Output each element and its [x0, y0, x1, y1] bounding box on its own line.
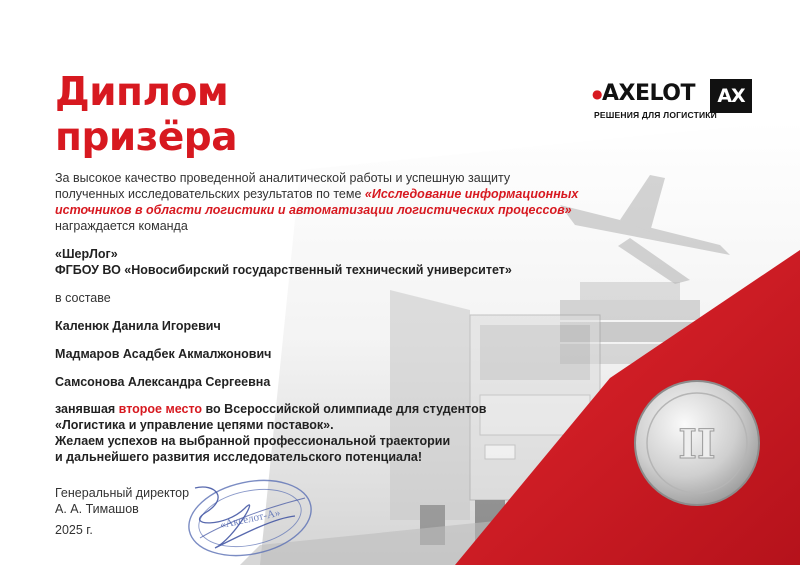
composition-label: в составе: [55, 291, 111, 305]
logo-tagline: РЕШЕНИЯ ДЛЯ ЛОГИСТИКИ: [594, 110, 717, 120]
topic-title-part-2: источников в области логистики и автоматизации логистических процессов»: [55, 203, 572, 217]
intro-line-2: [55, 186, 578, 202]
result-line-4: и дальнейшего развития исследовательского потенциала!: [55, 450, 423, 464]
silver-medal: [632, 378, 762, 508]
team-member: Самсонова Александра Сергеевна: [55, 375, 271, 389]
team-name: «ШерЛог»: [55, 247, 118, 261]
title-line-1: Диплом: [55, 70, 229, 115]
intro-line-4: награждается команда: [55, 219, 188, 233]
title-line-2: призёра: [55, 115, 238, 160]
team-member: Каленюк Данила Игоревич: [55, 319, 221, 333]
result-line-1-end: во Всероссийской олимпиаде для студентов: [202, 402, 487, 416]
logo-mark: AX: [710, 79, 752, 113]
intro-line-2-start: полученных исследовательских результатов по теме: [55, 187, 365, 201]
team-university: ФГБОУ ВО «Новосибирский государственный технический университет»: [55, 263, 512, 277]
result-line-2: «Логистика и управление цепями поставок».: [55, 418, 334, 432]
topic-title-part-1: «Исследование информационных: [364, 187, 579, 201]
signature-scribble: [175, 478, 315, 558]
signatory-name: А. А. Тимашов: [55, 502, 139, 516]
medal-numeral: II: [678, 421, 716, 468]
signatory-position: Генеральный директор: [55, 486, 190, 500]
result-line-3: Желаем успехов на выбранной профессиональной траектории: [55, 434, 451, 448]
intro-line-1: За высокое качество проведенной аналитической работы и успешную защиту: [55, 171, 511, 185]
logo-dot-icon: ●: [592, 87, 602, 101]
stamp-text: «Акселот-А»: [219, 506, 282, 532]
logo-wordmark: [592, 81, 695, 107]
place-highlight: второе место: [118, 402, 203, 416]
result-line-1: [55, 401, 486, 417]
result-line-1-start: занявшая: [55, 402, 119, 416]
team-member: Мадмаров Асадбек Акмалжонович: [55, 347, 272, 361]
logo-word: AXELOT: [601, 81, 695, 106]
document-year: 2025 г.: [55, 523, 93, 537]
axelot-logo: [592, 79, 752, 123]
diploma-title: [55, 70, 237, 160]
